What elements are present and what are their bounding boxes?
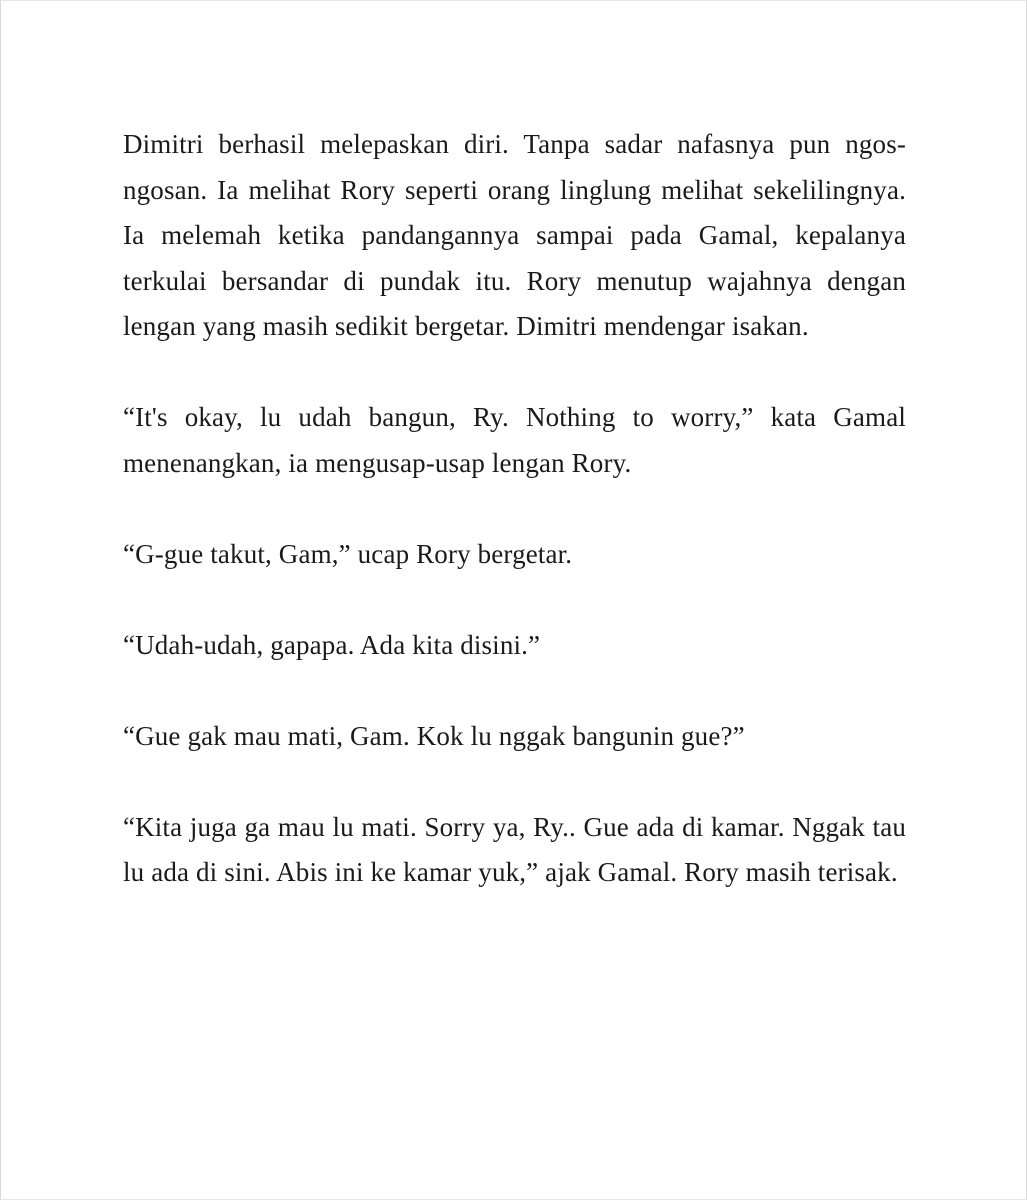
paragraph-narration: Dimitri berhasil melepaskan diri. Tanpa sadar nafasnya pun ngos-ngosan. Ia melihat Rory seperti orang linglung melihat sekelilingnya. Ia melemah ketika pandangannya sampai pada Gamal, kepalanya terkulai bersandar di pundak itu. Rory menutup wajahnya dengan lengan yang masih sedikit bergetar. Dimitri mendengar isakan. [123,129,906,341]
story-text [123,122,906,941]
paragraph-dialogue-gamal: “It's okay, lu udah bangun, Ry. Nothing to worry,” kata Gamal menenangkan, ia mengusap-usap lengan Rory. [123,402,906,478]
paragraph-dialogue-gamal-sorry: “Kita juga ga mau lu mati. Sorry ya, Ry.. Gue ada di kamar. Nggak tau lu ada di sini. Abis ini ke kamar yuk,” ajak Gamal. Rory masih terisak. [123,811,906,887]
paragraph-dialogue-rory-afraid: “G-gue takut, Gam,” ucap Rory bergetar. [123,538,573,569]
paragraph-dialogue-udah: “Udah-udah, gapapa. Ada kita disini.” [123,629,541,660]
paragraph-dialogue-rory-mati: “Gue gak mau mati, Gam. Kok lu nggak bangunin gue?” [123,720,745,751]
